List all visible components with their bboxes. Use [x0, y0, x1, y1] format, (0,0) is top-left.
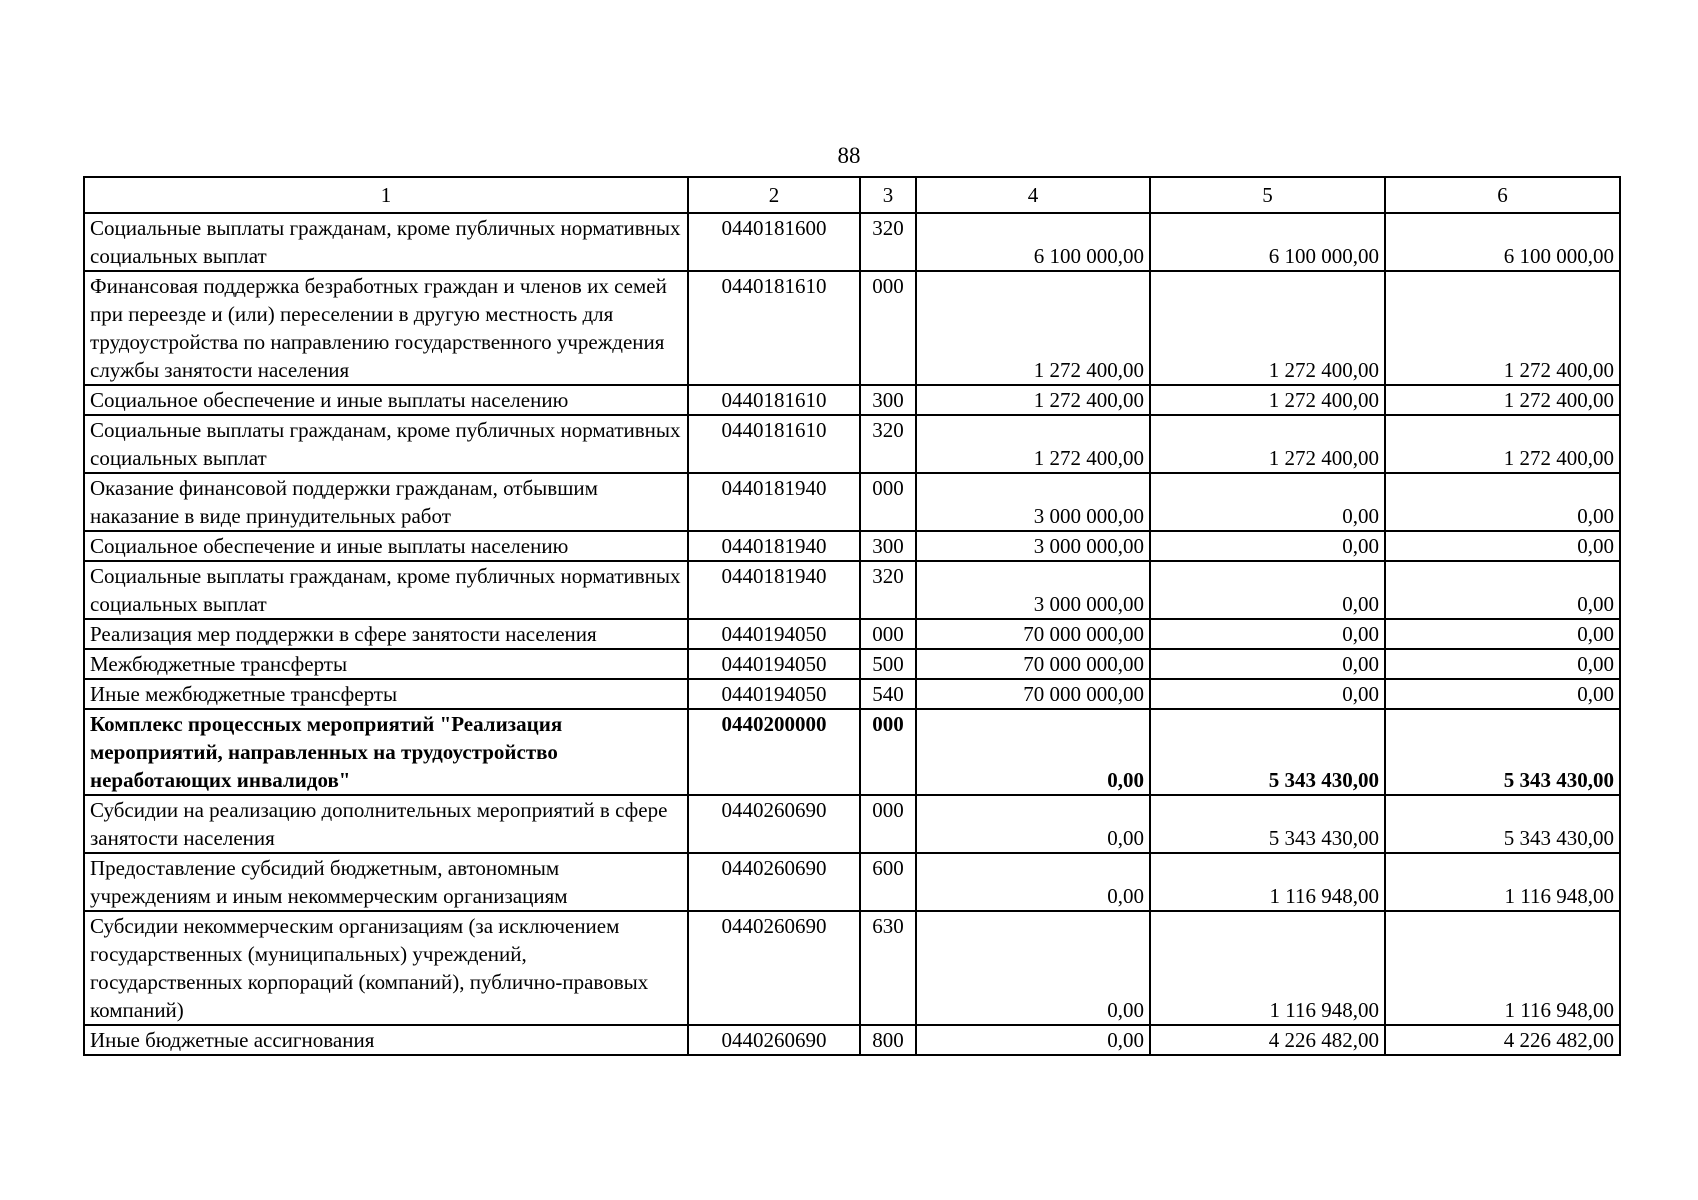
- row-name-cell: Иные межбюджетные трансферты: [84, 679, 688, 709]
- row-value-4-cell: 3 000 000,00: [916, 473, 1150, 531]
- row-value-6-cell: 5 343 430,00: [1385, 795, 1620, 853]
- column-header-4: 4: [916, 177, 1150, 213]
- table-row: [84, 561, 1620, 619]
- page-number: 88: [837, 143, 861, 168]
- row-code-cell: 0440181940: [688, 531, 860, 561]
- row-type-cell: 300: [860, 531, 916, 561]
- row-value-5-cell: 0,00: [1150, 649, 1385, 679]
- column-header-3: 3: [860, 177, 916, 213]
- table-row: [84, 911, 1620, 1025]
- row-name-cell: Социальное обеспечение и иные выплаты населению: [84, 531, 688, 561]
- row-value-5-cell: 1 272 400,00: [1150, 415, 1385, 473]
- budget-table: [83, 176, 1621, 1056]
- row-code-cell: 0440194050: [688, 649, 860, 679]
- row-value-6-cell: 1 272 400,00: [1385, 385, 1620, 415]
- row-value-6-cell: 1 116 948,00: [1385, 853, 1620, 911]
- row-value-5-cell: 0,00: [1150, 619, 1385, 649]
- column-header-5: 5: [1150, 177, 1385, 213]
- row-name-cell: Социальные выплаты гражданам, кроме публичных нормативных социальных выплат: [84, 213, 688, 271]
- row-name-cell: Предоставление субсидий бюджетным, автономным учреждениям и иным некоммерческим организациям: [84, 853, 688, 911]
- row-code-cell: 0440260690: [688, 853, 860, 911]
- row-value-5-cell: 1 116 948,00: [1150, 853, 1385, 911]
- row-type-cell: 000: [860, 473, 916, 531]
- row-value-5-cell: 1 116 948,00: [1150, 911, 1385, 1025]
- row-value-4-cell: 6 100 000,00: [916, 213, 1150, 271]
- row-value-5-cell: 0,00: [1150, 531, 1385, 561]
- row-value-4-cell: 0,00: [916, 709, 1150, 795]
- row-value-5-cell: 0,00: [1150, 679, 1385, 709]
- row-value-4-cell: 3 000 000,00: [916, 531, 1150, 561]
- table-row: [84, 853, 1620, 911]
- table-row: [84, 619, 1620, 649]
- row-value-6-cell: 0,00: [1385, 619, 1620, 649]
- row-code-cell: 0440181600: [688, 213, 860, 271]
- row-value-6-cell: 0,00: [1385, 473, 1620, 531]
- row-value-4-cell: 1 272 400,00: [916, 385, 1150, 415]
- row-value-4-cell: 0,00: [916, 911, 1150, 1025]
- row-type-cell: 320: [860, 561, 916, 619]
- row-value-5-cell: 4 226 482,00: [1150, 1025, 1385, 1055]
- row-value-6-cell: 1 272 400,00: [1385, 415, 1620, 473]
- table-row: [84, 385, 1620, 415]
- row-name-cell: Финансовая поддержка безработных граждан и членов их семей при переезде и (или) переселении в другую местность для трудоустройства по направлению государственного учреждения службы занятости населения: [84, 271, 688, 385]
- row-type-cell: 540: [860, 679, 916, 709]
- row-name-cell: Социальные выплаты гражданам, кроме публичных нормативных социальных выплат: [84, 561, 688, 619]
- table-row: [84, 213, 1620, 271]
- row-value-6-cell: 4 226 482,00: [1385, 1025, 1620, 1055]
- row-type-cell: 000: [860, 795, 916, 853]
- table-row: [84, 679, 1620, 709]
- row-type-cell: 000: [860, 619, 916, 649]
- row-value-4-cell: 0,00: [916, 853, 1150, 911]
- row-type-cell: 320: [860, 415, 916, 473]
- table-row: [84, 271, 1620, 385]
- row-value-4-cell: 0,00: [916, 795, 1150, 853]
- row-value-4-cell: 1 272 400,00: [916, 271, 1150, 385]
- row-name-cell: Субсидии некоммерческим организациям (за исключением государственных (муниципальных) учреждений, государственных корпораций (компаний), публично-правовых компаний): [84, 911, 688, 1025]
- row-name-cell: Социальные выплаты гражданам, кроме публичных нормативных социальных выплат: [84, 415, 688, 473]
- row-value-6-cell: 0,00: [1385, 531, 1620, 561]
- row-value-5-cell: 5 343 430,00: [1150, 709, 1385, 795]
- row-value-4-cell: 3 000 000,00: [916, 561, 1150, 619]
- row-code-cell: 0440260690: [688, 1025, 860, 1055]
- row-code-cell: 0440181940: [688, 561, 860, 619]
- row-value-6-cell: 0,00: [1385, 649, 1620, 679]
- row-value-6-cell: 6 100 000,00: [1385, 213, 1620, 271]
- row-type-cell: 600: [860, 853, 916, 911]
- table-row: [84, 709, 1620, 795]
- row-value-6-cell: 5 343 430,00: [1385, 709, 1620, 795]
- row-type-cell: 300: [860, 385, 916, 415]
- row-value-6-cell: 0,00: [1385, 679, 1620, 709]
- table-row: [84, 795, 1620, 853]
- row-name-cell: Реализация мер поддержки в сфере занятости населения: [84, 619, 688, 649]
- row-value-6-cell: 1 116 948,00: [1385, 911, 1620, 1025]
- row-code-cell: 0440194050: [688, 619, 860, 649]
- row-value-6-cell: 1 272 400,00: [1385, 271, 1620, 385]
- row-name-cell: Оказание финансовой поддержки гражданам, отбывшим наказание в виде принудительных работ: [84, 473, 688, 531]
- row-value-4-cell: 70 000 000,00: [916, 619, 1150, 649]
- row-type-cell: 000: [860, 709, 916, 795]
- row-code-cell: 0440260690: [688, 795, 860, 853]
- table-row: [84, 415, 1620, 473]
- row-name-cell: Субсидии на реализацию дополнительных мероприятий в сфере занятости населения: [84, 795, 688, 853]
- row-type-cell: 800: [860, 1025, 916, 1055]
- row-type-cell: 630: [860, 911, 916, 1025]
- row-value-6-cell: 0,00: [1385, 561, 1620, 619]
- row-value-4-cell: 70 000 000,00: [916, 649, 1150, 679]
- column-header-6: 6: [1385, 177, 1620, 213]
- row-name-cell: Социальное обеспечение и иные выплаты населению: [84, 385, 688, 415]
- row-value-5-cell: 5 343 430,00: [1150, 795, 1385, 853]
- row-type-cell: 320: [860, 213, 916, 271]
- header-row: [84, 177, 1620, 213]
- table-row: [84, 473, 1620, 531]
- row-type-cell: 000: [860, 271, 916, 385]
- column-header-1: 1: [84, 177, 688, 213]
- row-type-cell: 500: [860, 649, 916, 679]
- row-value-5-cell: 0,00: [1150, 473, 1385, 531]
- row-value-4-cell: 1 272 400,00: [916, 415, 1150, 473]
- column-header-2: 2: [688, 177, 860, 213]
- row-value-5-cell: 1 272 400,00: [1150, 385, 1385, 415]
- row-value-5-cell: 6 100 000,00: [1150, 213, 1385, 271]
- row-value-4-cell: 0,00: [916, 1025, 1150, 1055]
- row-name-cell: Иные бюджетные ассигнования: [84, 1025, 688, 1055]
- row-code-cell: 0440200000: [688, 709, 860, 795]
- row-code-cell: 0440260690: [688, 911, 860, 1025]
- table-row: [84, 1025, 1620, 1055]
- row-value-5-cell: 1 272 400,00: [1150, 271, 1385, 385]
- row-code-cell: 0440194050: [688, 679, 860, 709]
- row-value-4-cell: 70 000 000,00: [916, 679, 1150, 709]
- row-code-cell: 0440181610: [688, 415, 860, 473]
- row-name-cell: Комплекс процессных мероприятий "Реализация мероприятий, направленных на трудоустройство неработающих инвалидов": [84, 709, 688, 795]
- row-code-cell: 0440181610: [688, 385, 860, 415]
- row-value-5-cell: 0,00: [1150, 561, 1385, 619]
- table-row: [84, 531, 1620, 561]
- row-code-cell: 0440181610: [688, 271, 860, 385]
- table-row: [84, 649, 1620, 679]
- row-code-cell: 0440181940: [688, 473, 860, 531]
- row-name-cell: Межбюджетные трансферты: [84, 649, 688, 679]
